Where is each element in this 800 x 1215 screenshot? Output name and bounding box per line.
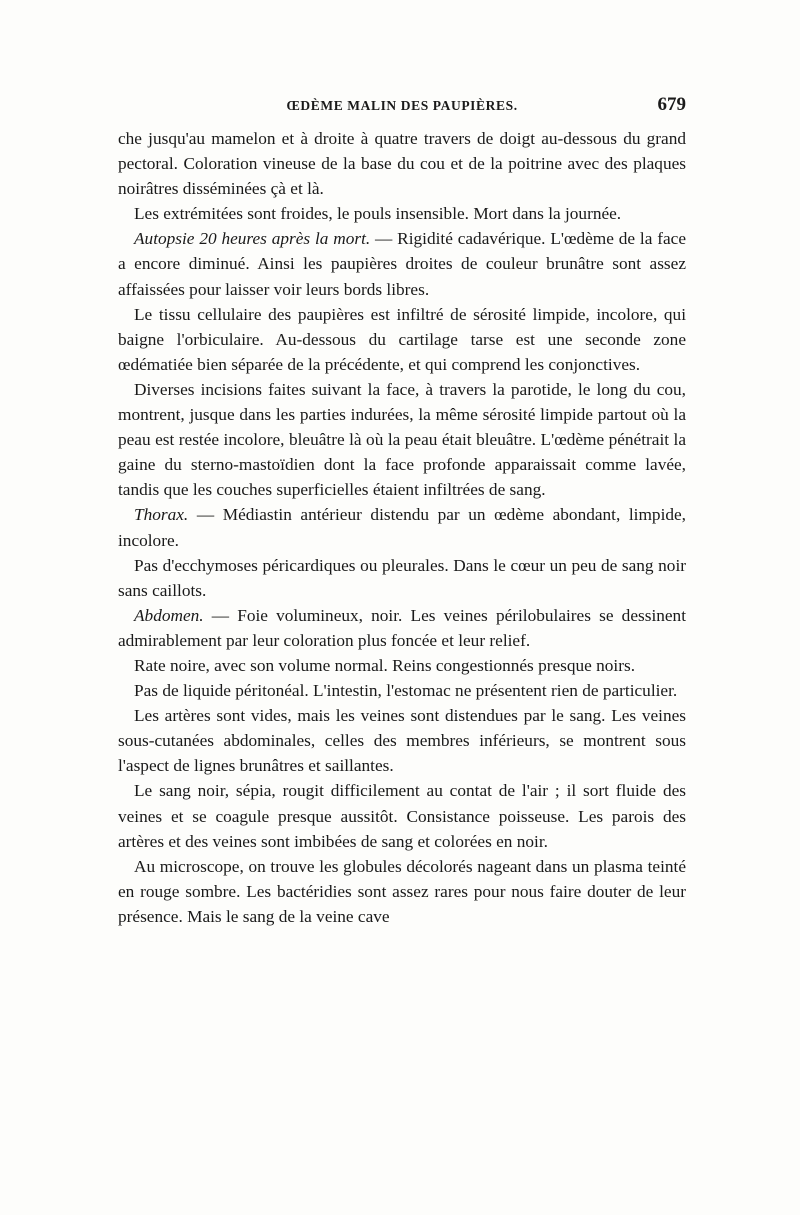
paragraph-text: Pas de liquide péritonéal. L'intestin, l'estomac ne présentent rien de particulier.	[134, 681, 678, 701]
paragraph-microscope	[118, 854, 686, 929]
paragraph-text: — Foie volumineux, noir. Les veines périlobulaires se dessinent admirablement par leur coloration plus foncée et leur relief.	[118, 605, 686, 650]
paragraph-text: Le tissu cellulaire des paupières est infiltré de sérosité limpide, incolore, qui baigne l'orbiculaire. Au-dessous du cartilage tarse est une seconde zone œdématiée bien séparée de la précédente, et qui comprend les conjonctives.	[118, 304, 686, 374]
paragraph-extremities	[118, 201, 686, 226]
paragraph-autopsy	[118, 226, 686, 301]
paragraph-text: Le sang noir, sépia, rougit difficilement au contat de l'air ; il sort fluide des veines et se coagule presque aussitôt. Consistance poisseuse. Les parois des artères et des veines sont imbibées de sang et colorées en noir.	[118, 781, 686, 851]
running-head	[118, 94, 686, 120]
section-lead-autopsy: Autopsie 20 heures après la mort.	[134, 229, 371, 249]
paragraph-text: Rate noire, avec son volume normal. Reins congestionnés presque noirs.	[134, 655, 636, 675]
paragraph-text: — Rigidité cadavérique. L'œdème de la face a encore diminué. Ainsi les paupières droites de couleur brunâtre sont assez affaissées pour laisser voir leurs bords libres.	[118, 229, 686, 299]
body-text	[118, 126, 686, 929]
paragraph-blood	[118, 778, 686, 853]
paragraph-text: che jusqu'au mamelon et à droite à quatre travers de doigt au-dessous du grand pectoral. Coloration vineuse de la base du cou et de la poitrine avec des plaques noirâtres disséminées çà et là.	[118, 129, 686, 199]
section-lead-thorax: Thorax.	[134, 505, 189, 525]
paragraph-text: Diverses incisions faites suivant la face, à travers la parotide, le long du cou, montrent, jusque dans les parties indurées, la même sérosité limpide partout où la peau est restée incolore, bleuâtre là où la peau était bleuâtre. L'œdème pénétrait la gaine du sterno-mastoïdien dont la face profonde apparaissait comme lavée, tandis que les couches superficielles étaient infiltrées de sang.	[118, 379, 686, 500]
paragraph-text: Pas d'ecchymoses péricardiques ou pleurales. Dans le cœur un peu de sang noir sans caillots.	[118, 555, 686, 600]
paragraph-text: Les artères sont vides, mais les veines sont distendues par le sang. Les veines sous-cutanées abdominales, celles des membres inférieurs, se montrent sous l'aspect de lignes brunâtres et saillantes.	[118, 706, 686, 776]
paragraph-cellular-tissue	[118, 302, 686, 377]
paragraph-text: — Médiastin antérieur distendu par un œdème abondant, limpide, incolore.	[118, 505, 686, 550]
paragraph-ecchymoses	[118, 553, 686, 603]
page-number: 679	[657, 94, 686, 115]
paragraph-text: Les extrémitées sont froides, le pouls insensible. Mort dans la journée.	[134, 204, 622, 224]
paragraph-text: Au microscope, on trouve les globules décolorés nageant dans un plasma teinté en rouge sombre. Les bactéridies sont assez rares pour nous faire douter de leur présence. Mais le sang de la veine cave	[118, 856, 686, 926]
section-lead-abdomen: Abdomen.	[134, 605, 204, 625]
paragraph-spleen	[118, 653, 686, 678]
running-title: ŒDÈME MALIN DES PAUPIÈRES.	[286, 98, 518, 113]
paragraph-thorax	[118, 502, 686, 552]
paragraph-incisions	[118, 377, 686, 502]
paragraph-peritoneal	[118, 678, 686, 703]
paragraph-continuation	[118, 126, 686, 201]
paragraph-arteries	[118, 703, 686, 778]
paragraph-abdomen	[118, 603, 686, 653]
